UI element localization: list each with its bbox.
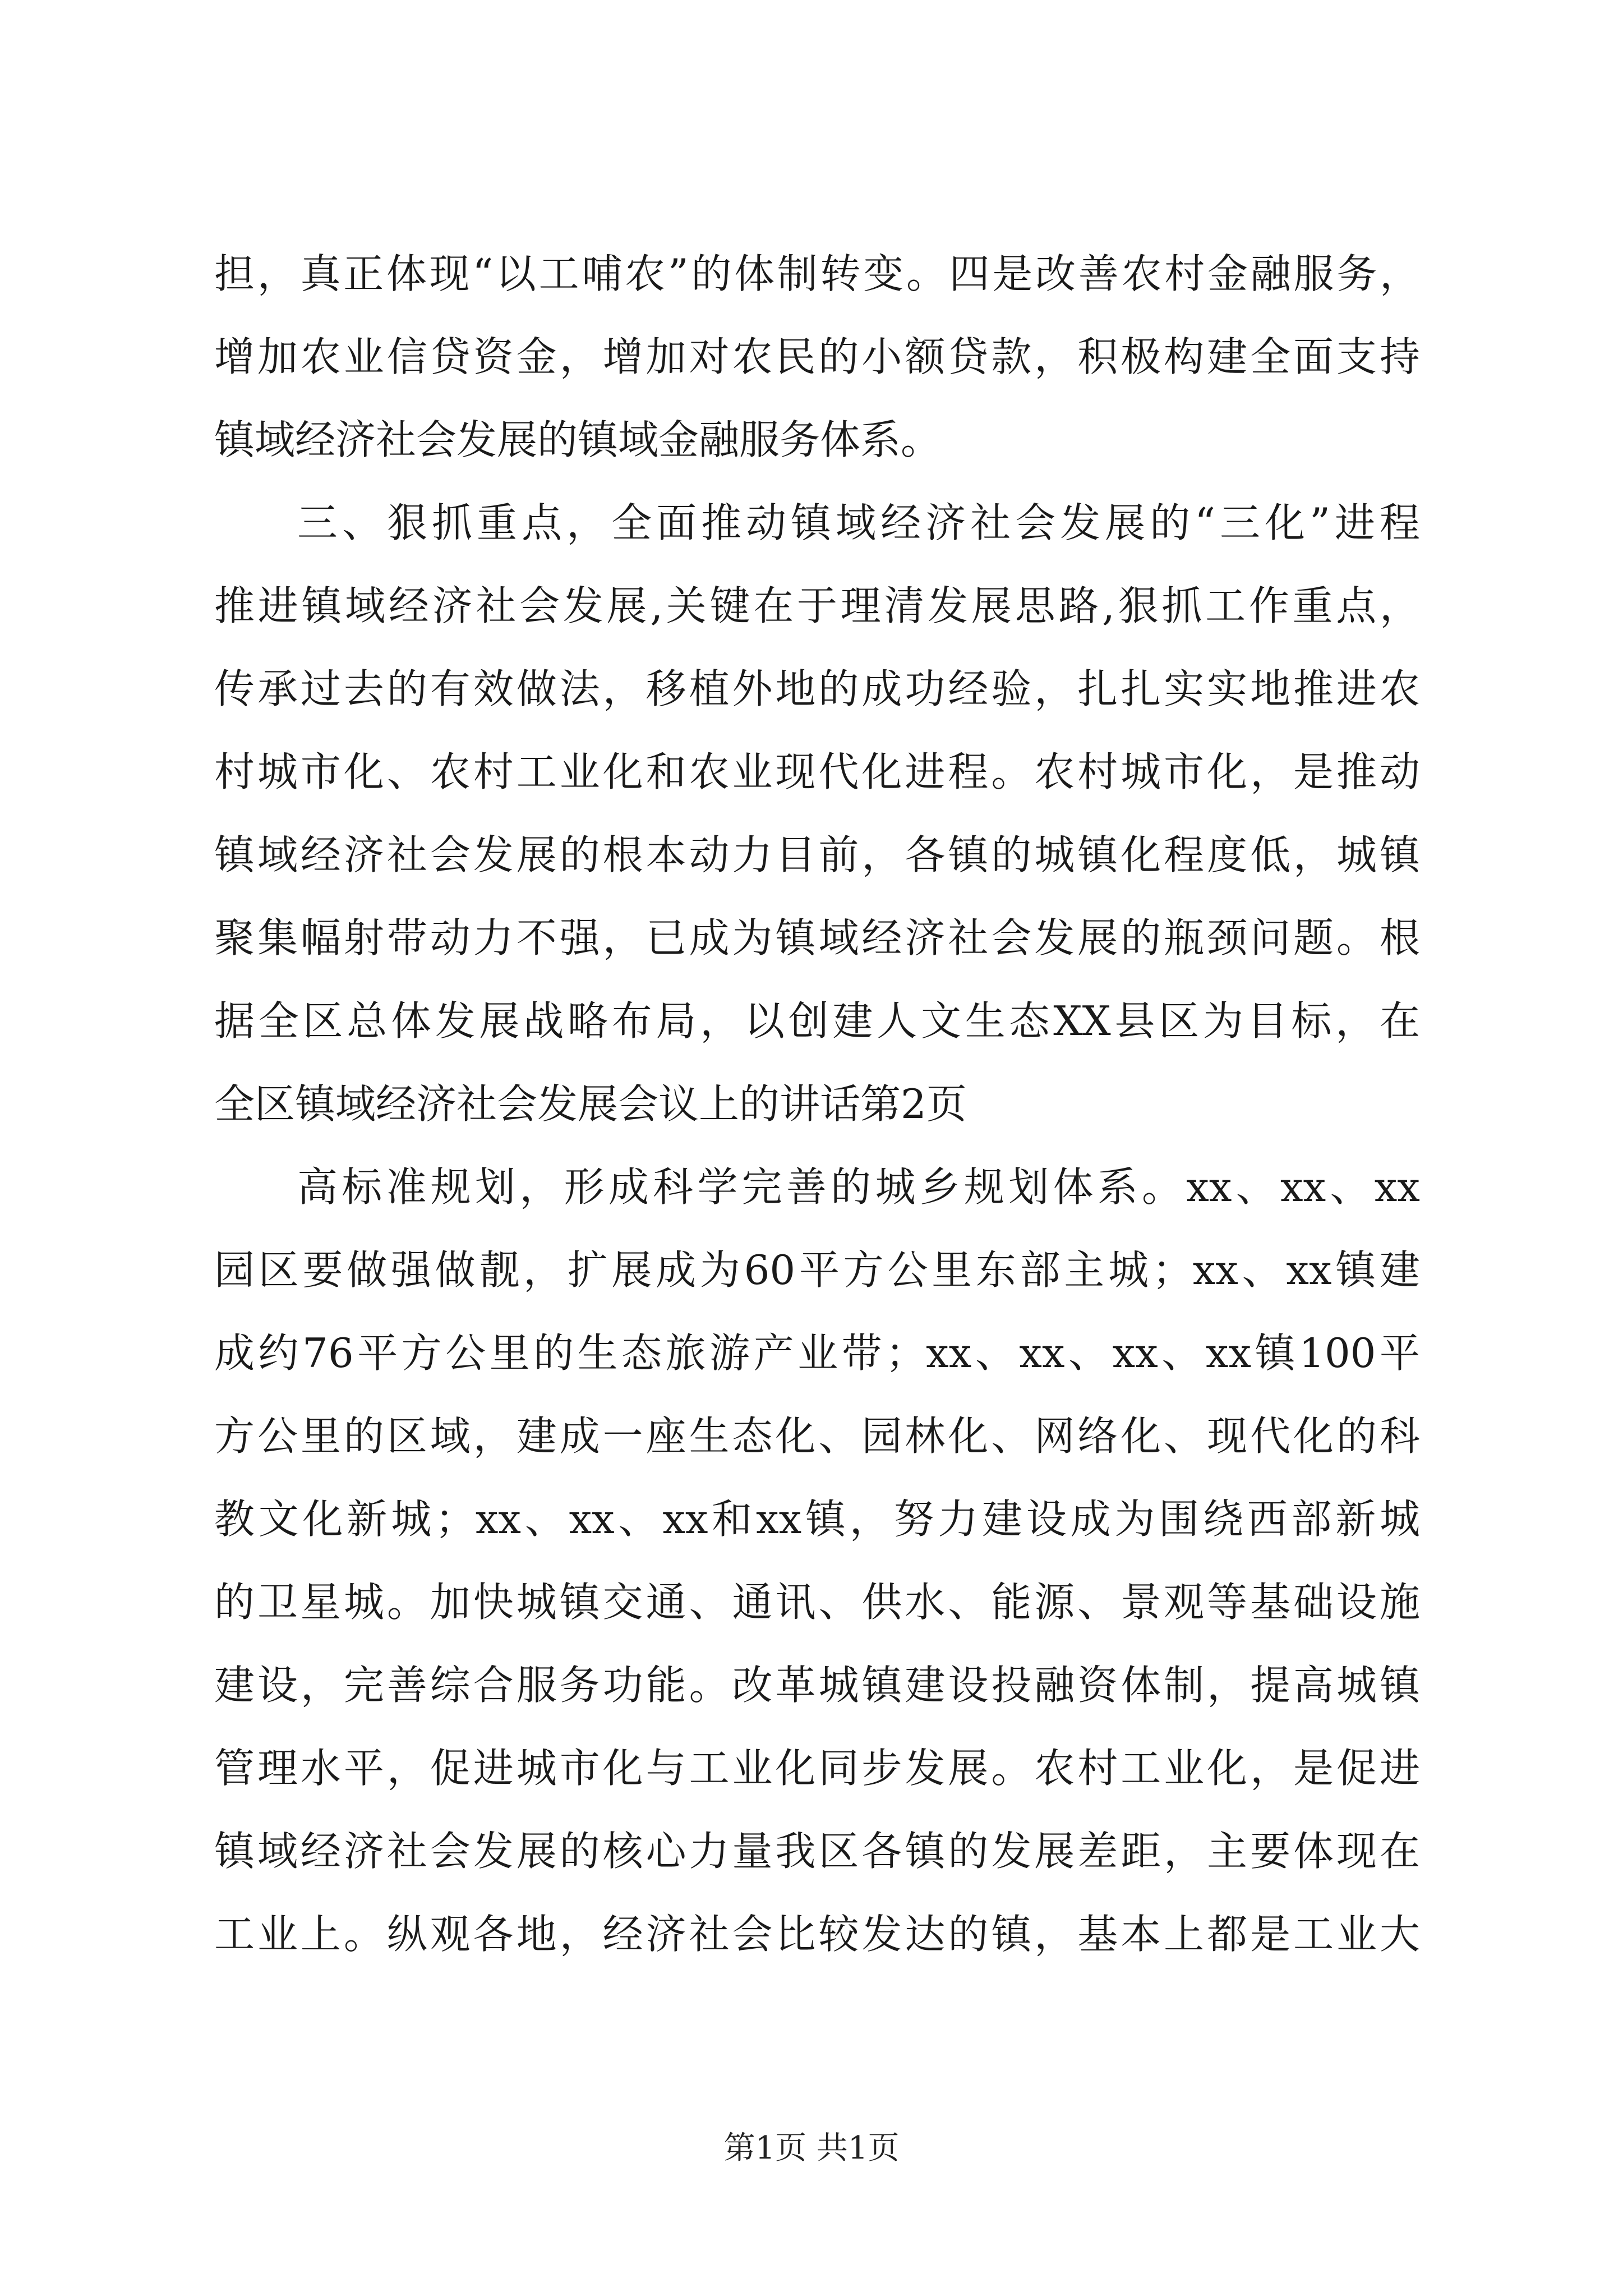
text-line: 教文化新城；xx、xx、xx和xx镇，努力建设成为围绕西部新城 <box>214 1496 1420 1543</box>
text-line: 管理水平，促进城市化与工业化同步发展。农村工业化，是促进 <box>214 1745 1420 1792</box>
text-line: 高标准规划，形成科学完善的城乡规划体系。xx、xx、xx <box>297 1163 1420 1211</box>
text-line: 担，真正体现“以工哺农”的体制转变。四是改善农村金融服务， <box>214 250 1420 297</box>
text-line: 成约76平方公里的生态旅游产业带；xx、xx、xx、xx镇100平 <box>214 1329 1420 1377</box>
text-line: 建设，完善综合服务功能。改革城镇建设投融资体制，提高城镇 <box>214 1662 1420 1709</box>
section-heading: 三、狠抓重点，全面推动镇域经济社会发展的“三化”进程 <box>297 499 1420 546</box>
text-line: 推进镇域经济社会发展,关键在于理清发展思路,狠抓工作重点， <box>214 582 1420 629</box>
text-line: 村城市化、农村工业化和农业现代化进程。农村城市化，是推动 <box>214 748 1420 795</box>
document-body <box>214 232 1420 1976</box>
text-line: 园区要做强做靓，扩展成为60平方公里东部主城；xx、xx镇建 <box>214 1246 1420 1294</box>
text-line: 镇域经济社会发展的镇域金融服务体系。 <box>214 416 942 463</box>
text-line: 的卫星城。加快城镇交通、通讯、供水、能源、景观等基础设施 <box>214 1579 1420 1626</box>
text-line: 传承过去的有效做法，移植外地的成功经验，扎扎实实地推进农 <box>214 665 1420 712</box>
text-line: 方公里的区域，建成一座生态化、园林化、网络化、现代化的科 <box>214 1412 1420 1460</box>
text-line: 据全区总体发展战略布局，以创建人文生态XX县区为目标，在 <box>214 997 1420 1045</box>
text-line: 工业上。纵观各地，经济社会比较发达的镇，基本上都是工业大 <box>214 1911 1420 1958</box>
text-line: 镇域经济社会发展的根本动力目前，各镇的城镇化程度低，城镇 <box>214 831 1420 878</box>
text-line: 聚集幅射带动力不强，已成为镇域经济社会发展的瓶颈问题。根 <box>214 914 1420 961</box>
text-line: 全区镇域经济社会发展会议上的讲话第2页 <box>214 1080 967 1128</box>
page-footer: 第1页 共1页 <box>723 2130 900 2166</box>
text-line: 镇域经济社会发展的核心力量我区各镇的发展差距，主要体现在 <box>214 1828 1420 1875</box>
text-line: 增加农业信贷资金，增加对农民的小额贷款，积极构建全面支持 <box>214 333 1420 380</box>
